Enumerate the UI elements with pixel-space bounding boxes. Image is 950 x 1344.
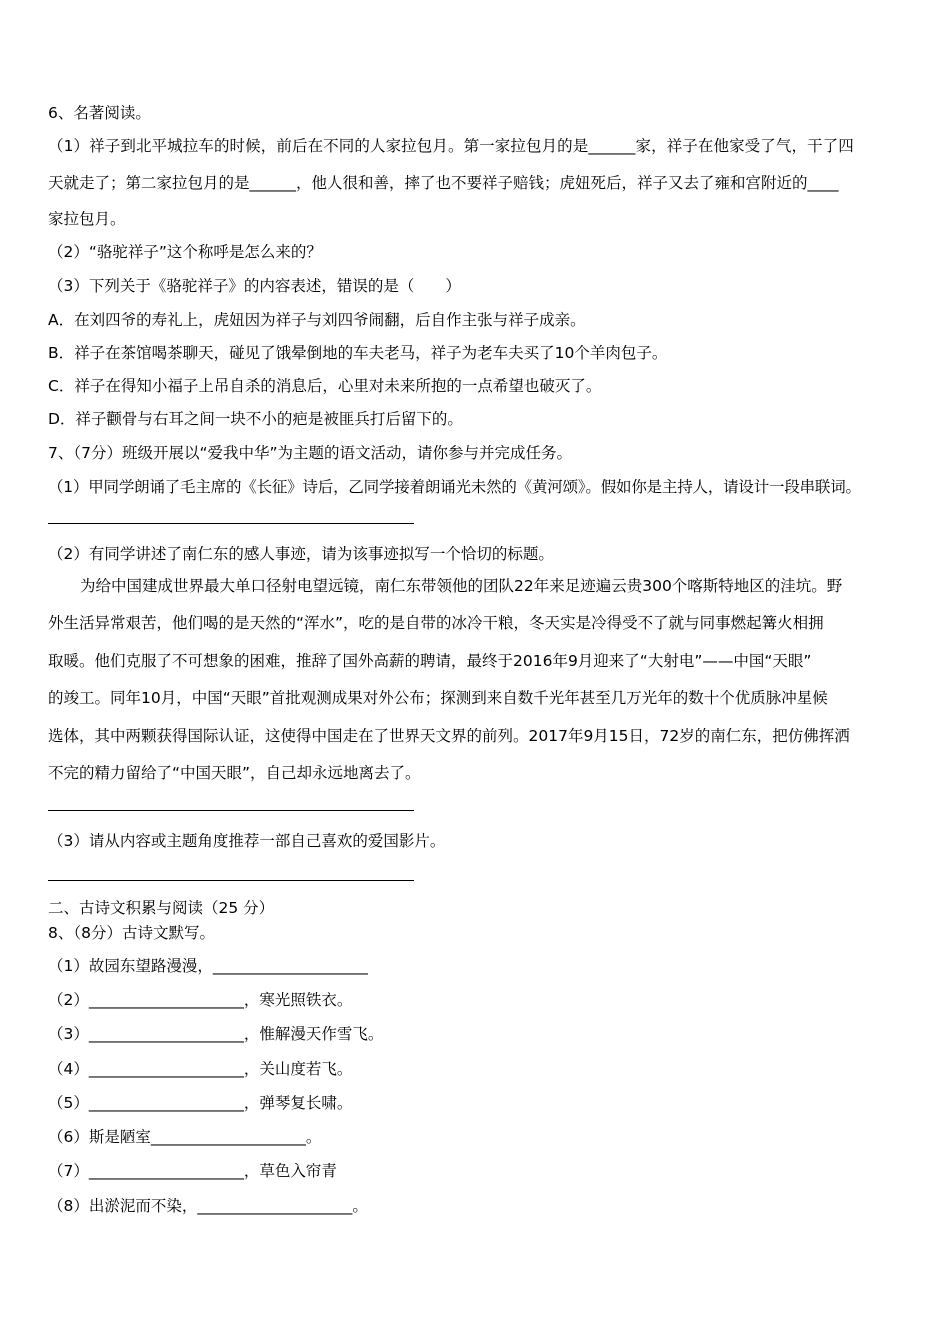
passage-line: 为给中国建成世界最大单口径射电望远镜，南仁东带领他的团队22年来足迹遍云贵300个喀斯特地区的洼坑。野 [80,577,843,595]
section-title: 二、古诗文积累与阅读（25 分） [48,899,275,917]
poem-item: （7）____________________，草色入帘青 [48,1162,337,1180]
option-c: C．祥子在得知小福子上吊自杀的消息后，心里对未来所抱的一点希望也破灭了。 [48,377,602,395]
poem-item: （2）____________________，寒光照铁衣。 [48,991,353,1009]
q6-part1-line2: 天就走了；第二家拉包月的是______，他人很和善，摔了也不要祥子赔钱；虎妞死后，祥子又去了雍和宫附近的____ [48,174,839,192]
q7-part1: （1）甲同学朗诵了毛主席的《长征》诗后，乙同学接着朗诵光未然的《黄河颂》。假如你是主持人，请设计一段串联词。 [48,478,861,496]
passage-line: 外生活异常艰苦，他们喝的是天然的“浑水”，吃的是自带的冰冷干粮，冬天实是冷得受不了就与同事燃起篝火相拥 [48,614,824,632]
passage-line: 选体，其中两颗获得国际认证，这使得中国走在了世界天文界的前列。2017年9月15日，72岁的南仁东，把仿佛挥洒 [48,727,850,745]
poem-item: （3）____________________，惟解漫天作雪飞。 [48,1025,384,1043]
q7-title: 7、（7分）班级开展以“爱我中华”为主题的语文活动，请你参与并完成任务。 [48,444,573,462]
q8-title: 8、（8分）古诗文默写。 [48,924,215,942]
option-a: A．在刘四爷的寿礼上，虎妞因为祥子与刘四爷闹翻，后自作主张与祥子成亲。 [48,311,586,329]
q6-part1-line1: （1）祥子到北平城拉车的时候，前后在不同的人家拉包月。第一家拉包月的是______家，祥子在他家受了气，干了四 [48,137,854,155]
passage-line: 的竣工。同年10月，中国“天眼”首批观测成果对外公布；探测到来自数千光年甚至几万光年的数十个优质脉冲星候 [48,689,828,707]
q7-part3: （3）请从内容或主题角度推荐一部自己喜欢的爱国影片。 [48,832,446,850]
option-d: D．祥子颧骨与右耳之间一块不小的疤是被匪兵打后留下的。 [48,410,463,428]
answer-line [48,880,414,881]
poem-item: （4）____________________，关山度若飞。 [48,1060,353,1078]
option-b: B．祥子在茶馆喝茶聊天，碰见了饿晕倒地的车夫老马，祥子为老车夫买了10个羊肉包子。 [48,344,668,362]
poem-item: （6）斯是陋室____________________。 [48,1128,322,1146]
q7-part2: （2）有同学讲述了南仁东的感人事迹，请为该事迹拟写一个恰切的标题。 [48,545,554,563]
poem-item: （5）____________________，弹琴复长啸。 [48,1094,353,1112]
passage-line: 取暖。他们克服了不可想象的困难，推辞了国外高薪的聘请，最终于2016年9月迎来了“大射电”——中国“天眼” [48,652,812,670]
q6-part1-line3: 家拉包月。 [48,210,126,228]
poem-item: （8）出淤泥而不染，____________________。 [48,1197,368,1215]
answer-line [48,523,414,524]
q6-part2: （2）“骆驼祥子”这个称呼是怎么来的？ [48,243,322,261]
poem-item: （1）故园东望路漫漫，____________________ [48,957,368,975]
passage-line: 不完的精力留给了“中国天眼”，自己却永远地离去了。 [48,764,421,782]
q6-title: 6、名著阅读。 [48,104,151,122]
answer-line [48,810,414,811]
q6-part3: （3）下列关于《骆驼祥子》的内容表述，错误的是（ ） [48,277,461,295]
